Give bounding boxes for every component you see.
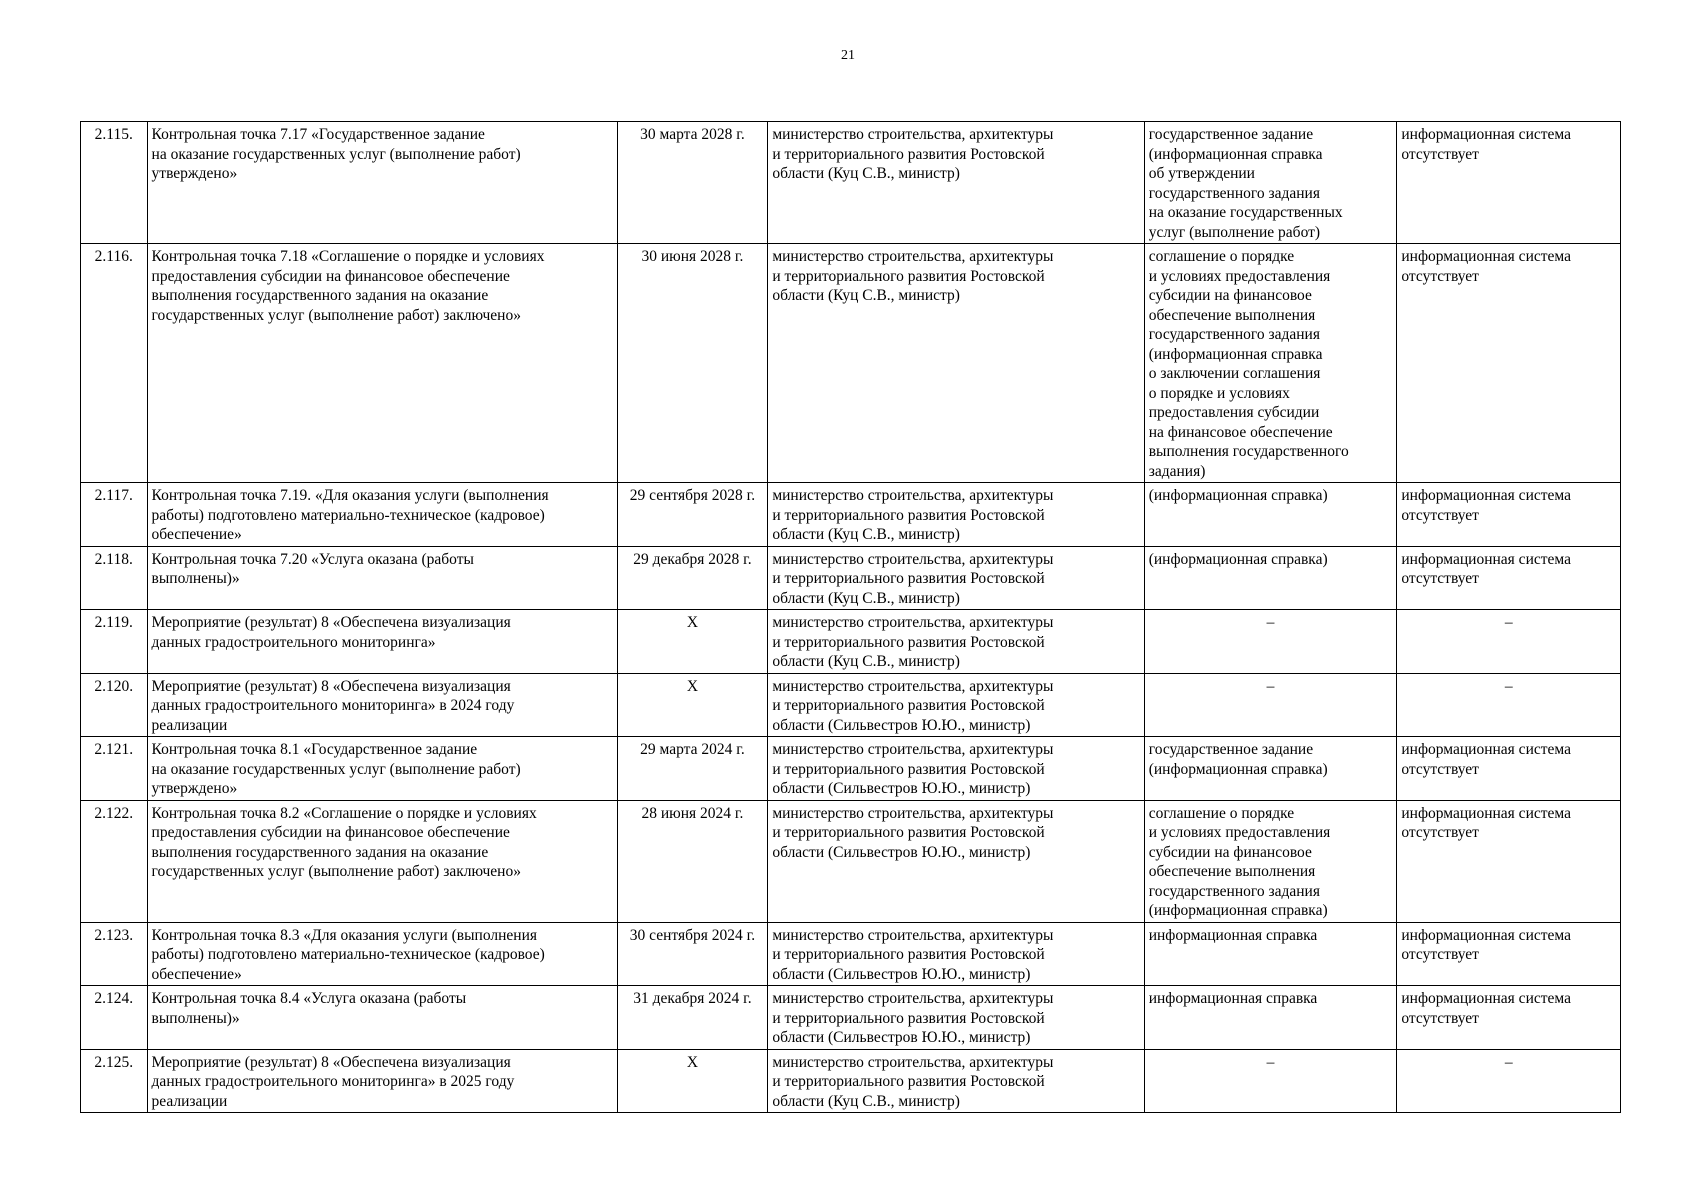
information-system: информационная система отсутствует <box>1397 922 1621 986</box>
deadline-date: 30 марта 2028 г. <box>617 122 768 244</box>
responsible-executor: министерство строительства, архитектуры и территориального развития Ростовской области (Куц С.В., министр) <box>768 122 1144 244</box>
deadline-date: 29 марта 2024 г. <box>617 737 768 801</box>
information-system: – <box>1397 673 1621 737</box>
event-name: Контрольная точка 8.4 «Услуга оказана (работы выполнены)» <box>147 986 617 1050</box>
table-row <box>81 610 1621 674</box>
responsible-executor: министерство строительства, архитектуры и территориального развития Ростовской области (Сильвестров Ю.Ю., министр) <box>768 986 1144 1050</box>
row-number: 2.117. <box>81 483 148 547</box>
responsible-executor: министерство строительства, архитектуры и территориального развития Ростовской области (Куц С.В., министр) <box>768 610 1144 674</box>
row-number: 2.115. <box>81 122 148 244</box>
table-row <box>81 922 1621 986</box>
confirming-document: – <box>1144 610 1397 674</box>
information-system: – <box>1397 1049 1621 1113</box>
responsible-executor: министерство строительства, архитектуры и территориального развития Ростовской области (Сильвестров Ю.Ю., министр) <box>768 673 1144 737</box>
table-row <box>81 800 1621 922</box>
information-system: информационная система отсутствует <box>1397 986 1621 1050</box>
row-number: 2.118. <box>81 546 148 610</box>
table-row <box>81 986 1621 1050</box>
table-row <box>81 1049 1621 1113</box>
deadline-date: 29 сентября 2028 г. <box>617 483 768 547</box>
confirming-document: (информационная справка) <box>1144 546 1397 610</box>
information-system: информационная система отсутствует <box>1397 800 1621 922</box>
confirming-document: – <box>1144 673 1397 737</box>
table-row <box>81 244 1621 483</box>
event-name: Контрольная точка 7.19. «Для оказания услуги (выполнения работы) подготовлено материально-техническое (кадровое) обеспечение» <box>147 483 617 547</box>
responsible-executor: министерство строительства, архитектуры и территориального развития Ростовской области (Куц С.В., министр) <box>768 546 1144 610</box>
row-number: 2.116. <box>81 244 148 483</box>
confirming-document: государственное задание (информационная справка об утверждении государственного задания на оказание государственных услуг (выполнение работ) <box>1144 122 1397 244</box>
confirming-document: (информационная справка) <box>1144 483 1397 547</box>
information-system: информационная система отсутствует <box>1397 244 1621 483</box>
deadline-date: Х <box>617 1049 768 1113</box>
row-number: 2.125. <box>81 1049 148 1113</box>
information-system: – <box>1397 610 1621 674</box>
row-number: 2.121. <box>81 737 148 801</box>
event-name: Мероприятие (результат) 8 «Обеспечена визуализация данных градостроительного мониторинга» <box>147 610 617 674</box>
responsible-executor: министерство строительства, архитектуры и территориального развития Ростовской области (Сильвестров Ю.Ю., министр) <box>768 737 1144 801</box>
information-system: информационная система отсутствует <box>1397 122 1621 244</box>
information-system: информационная система отсутствует <box>1397 483 1621 547</box>
event-name: Мероприятие (результат) 8 «Обеспечена визуализация данных градостроительного мониторинга» в 2024 году реализации <box>147 673 617 737</box>
event-name: Контрольная точка 8.3 «Для оказания услуги (выполнения работы) подготовлено материально-техническое (кадровое) обеспечение» <box>147 922 617 986</box>
event-name: Мероприятие (результат) 8 «Обеспечена визуализация данных градостроительного мониторинга» в 2025 году реализации <box>147 1049 617 1113</box>
table-row <box>81 122 1621 244</box>
table-row <box>81 737 1621 801</box>
event-name: Контрольная точка 8.1 «Государственное задание на оказание государственных услуг (выполнение работ) утверждено» <box>147 737 617 801</box>
responsible-executor: министерство строительства, архитектуры и территориального развития Ростовской области (Куц С.В., министр) <box>768 1049 1144 1113</box>
row-number: 2.120. <box>81 673 148 737</box>
table-row <box>81 673 1621 737</box>
event-name: Контрольная точка 7.18 «Соглашение о порядке и условиях предоставления субсидии на финансовое обеспечение выполнения государственного задания на оказание государственных услуг (выполнение работ) заключено» <box>147 244 617 483</box>
information-system: информационная система отсутствует <box>1397 546 1621 610</box>
table-row <box>81 483 1621 547</box>
deadline-date: 30 июня 2028 г. <box>617 244 768 483</box>
deadline-date: 31 декабря 2024 г. <box>617 986 768 1050</box>
confirming-document: государственное задание (информационная справка) <box>1144 737 1397 801</box>
responsible-executor: министерство строительства, архитектуры и территориального развития Ростовской области (Сильвестров Ю.Ю., министр) <box>768 800 1144 922</box>
confirming-document: информационная справка <box>1144 986 1397 1050</box>
confirming-document: – <box>1144 1049 1397 1113</box>
information-system: информационная система отсутствует <box>1397 737 1621 801</box>
row-number: 2.124. <box>81 986 148 1050</box>
event-name: Контрольная точка 7.20 «Услуга оказана (работы выполнены)» <box>147 546 617 610</box>
deadline-date: 30 сентября 2024 г. <box>617 922 768 986</box>
deadline-date: 28 июня 2024 г. <box>617 800 768 922</box>
event-name: Контрольная точка 8.2 «Соглашение о порядке и условиях предоставления субсидии на финансовое обеспечение выполнения государственного задания на оказание государственных услуг (выполнение работ) заключено» <box>147 800 617 922</box>
row-number: 2.119. <box>81 610 148 674</box>
plan-table <box>80 121 1621 1113</box>
deadline-date: Х <box>617 673 768 737</box>
deadline-date: Х <box>617 610 768 674</box>
event-name: Контрольная точка 7.17 «Государственное задание на оказание государственных услуг (выполнение работ) утверждено» <box>147 122 617 244</box>
deadline-date: 29 декабря 2028 г. <box>617 546 768 610</box>
confirming-document: соглашение о порядке и условиях предоставления субсидии на финансовое обеспечение выполнения государственного задания (информационная справка о заключении соглашения о порядке и условиях предоставления субсидии на финансовое обеспечение выполнения государственного задания) <box>1144 244 1397 483</box>
responsible-executor: министерство строительства, архитектуры и территориального развития Ростовской области (Куц С.В., министр) <box>768 483 1144 547</box>
responsible-executor: министерство строительства, архитектуры и территориального развития Ростовской области (Куц С.В., министр) <box>768 244 1144 483</box>
table-row <box>81 546 1621 610</box>
row-number: 2.123. <box>81 922 148 986</box>
confirming-document: информационная справка <box>1144 922 1397 986</box>
responsible-executor: министерство строительства, архитектуры и территориального развития Ростовской области (Сильвестров Ю.Ю., министр) <box>768 922 1144 986</box>
page-number: 21 <box>841 48 855 63</box>
confirming-document: соглашение о порядке и условиях предоставления субсидии на финансовое обеспечение выполнения государственного задания (информационная справка) <box>1144 800 1397 922</box>
row-number: 2.122. <box>81 800 148 922</box>
